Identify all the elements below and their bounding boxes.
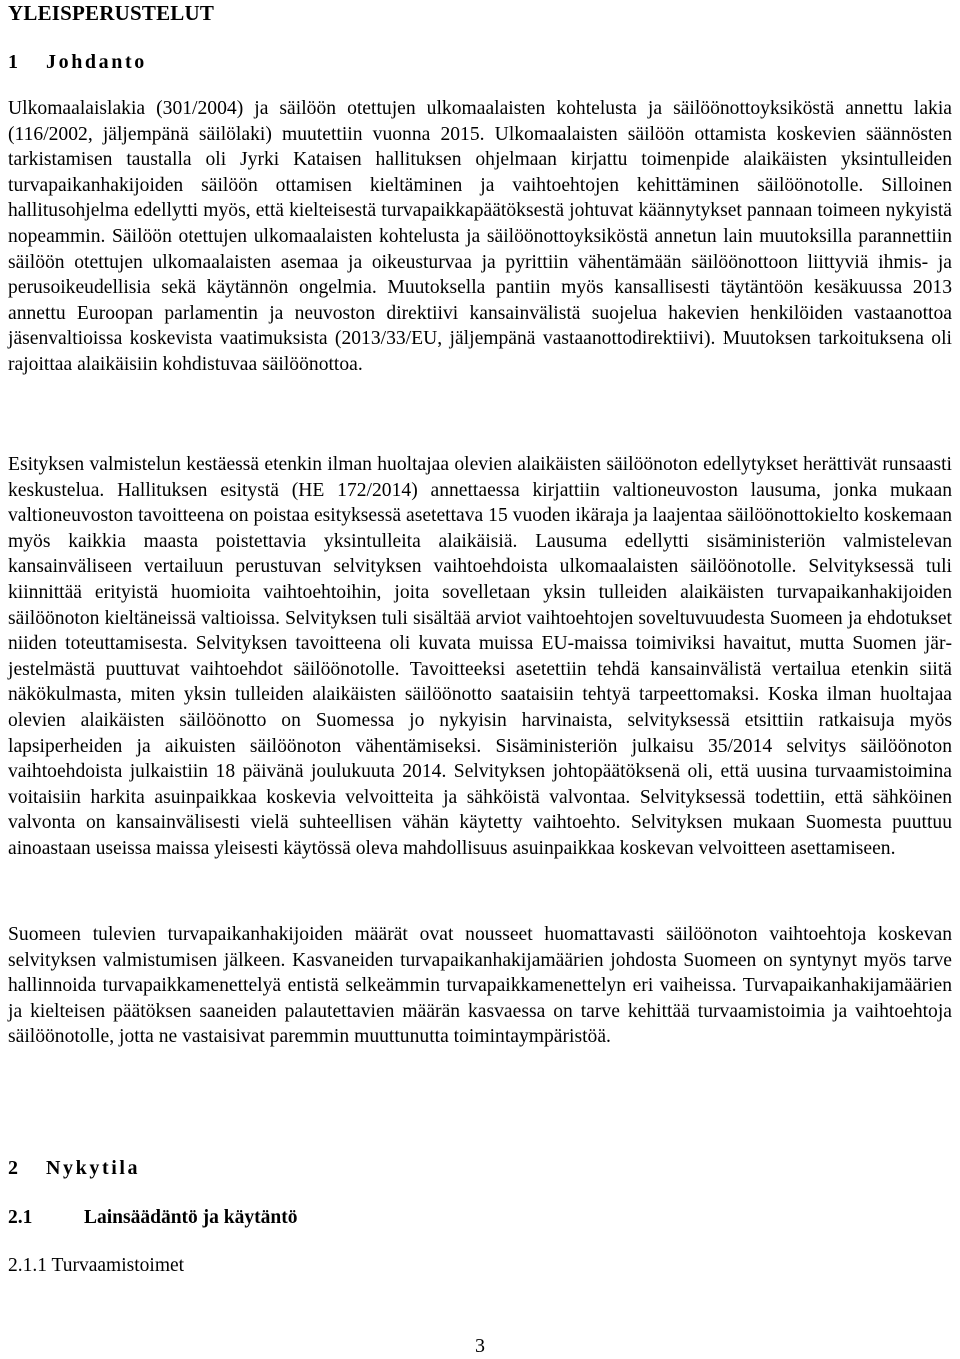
section-heading-nykytila (8, 1156, 140, 1180)
section-number: 2 (8, 1157, 18, 1179)
page-number: 3 (475, 1335, 485, 1357)
section-title: Johdanto (46, 51, 147, 73)
subsection-number: 2.1 (8, 1207, 33, 1228)
paragraph-introduction: Ulkomaalaislakia (301/2004) ja säilöön otettujen ulkomaalaisten kohtelusta ja säilöönottoyksiköstä annettu lakia (116/2002, jäljempänä säilölaki) muutettiin vuonna 2015. Ulkomaalaisten säilöön ottamista koskevien säännösten tarkistamisen taustalla oli Jyrki Kataisen hallituksen ohjelmaan kirjattu toimenpide alaikäisten yksintulleiden turvapaikanhakijoiden säilöön ottamisen kieltäminen ja vaihtoehtojen kehittäminen säilöönotolle. Silloinen hallitusohjelma edellytti myös, että kielteisestä turvapaikkapäätöksestä johtuvat käännytykset pannaan toimeen nykyistä nopeammin. Säilöön otettujen ulkomaalaisten kohtelusta ja säilöönottoyksiköstä annetun lain muutoksilla parannettiin säilöön otettujen ulkomaalaisten asemaa ja oikeusturvaa ja pyrittiin vähentämään säilöönottoon liittyviä ihmis- ja perusoikeudellisia sekä käytännön ongelmia. Muutoksella pantiin myös kansallisesti täytäntöön kesäkuussa 2013 annettu Euroopan parlamentin ja neuvoston direktiivi kansainvälistä suojelua hakevien henkilöiden vastaanottoa jäsenvaltioissa koskevista vaatimuksista (2013/33/EU, jäljempänä vastaanottodirektiivi). Muutoksen tarkoituksena oli rajoittaa alaikäisiin kohdistuvaa säilöönottoa. (8, 98, 952, 375)
paragraph-asylum-seekers: Suomeen tulevien turvapaikanhakijoiden määrät ovat nousseet huomattavasti säilöönoton vaihtoehtoja koskevan selvityksen valmistumisen jälkeen. Kasvaneiden turvapaikanhakijamäärien johdosta Suomeen on syntynyt myös tarve hallinnoida turvapaikkamenettelyä entistä selkeämmin turvapaikkamenettelyn eri vaiheissa. Turvapaikanhakijamäärien ja kielteisen päätöksen saaneiden palautettavien määrän kasvaessa on tarve kehittää turvaamistoimia ja vaihtoehtoja säilöönotolle, jotta ne vastaisivat paremmin muuttunutta toimintaympäristöä. (8, 924, 952, 1048)
section-number: 1 (8, 51, 18, 73)
subsubsection-number: 2.1.1 (8, 1255, 47, 1276)
subsection-heading-lainsaadanto (8, 1206, 297, 1230)
paragraph-preparation: Esityksen valmistelun kestäessä etenkin ilman huoltajaa olevien alaikäisten säilöönoton edellytykset herättivät runsaasti keskustelua. Hallituksen esitystä (HE 172/2014) annettaessa kirjattiin valtioneuvoston lausuma, jonka mukaan valtioneuvoston tavoitteena on poistaa esityksessä asetettava 15 vuoden ikäraja ja laajentaa säilöönottokielto koskemaan myös kaikkia maasta poistettavia yksintulleita alaikäisiä. Lausuma edellytti sisäministeriön valmistelevan kansainväliseen vertailuun perustuvan selvityksen vaihtoehdoista ulkomaalaisten säilöönotolle. Selvityksessä tuli kiinnittää erityistä huomioita vaihtoehtoihin, joita sovelletaan yksin tulleiden alaikäisten turvapaikanhakijoiden säilöönoton kieltäneissä valtioissa. Selvityksen tuli sisältää arviot vaihtoehtojen soveltuvuudesta Suomeen ja ehdotukset niiden toteuttamisesta. Selvityksen tavoitteena oli kuvata muissa EU-maissa toimiviksi havaitut, mutta Suomen järjestelmästä puuttuvat vaihtoehdot säilöönotolle. Tavoitteeksi asetettiin tehdä kansainvälistä vertailua etenkin siitä näkökulmasta, miten yksin tulleiden alaikäisten säilöönotto saataisiin tehtyä tarpeettomaksi. Koska ilman huoltajaa olevien alaikäisten säilöönotto on Suomessa jo nykyisin harvinaista, selvityksessä etsittiin ratkaisuja myös lapsiperheiden ja aikuisten säilöönoton vähentämiseksi. Sisäministeriön julkaisu 35/2014 selvitys säilöönoton vaihtoehdoista julkaistiin 18 päivänä joulukuuta 2014. Selvityksen johtopäätöksenä oli, että uusina turvaamistoimina voitaisiin harkita asuinpaikkaa koskevia velvoitteita ja sähköistä valvontaa. Selvityksessä todettiin, että sähköinen valvonta on kansainvälisesti vielä suhteellisen vähän käytetty vaihtoehto. Selvityksen mukaan Suomesta puuttuu ainoastaan useissa maissa yleisesti käytössä oleva mahdollisuus asuinpaikkaa koskevan velvoitteen asettamiseen. (8, 454, 952, 859)
subsection-title: Lainsäädäntö ja käytäntö (84, 1207, 298, 1228)
subsubsection-title: Turvaamistoimet (51, 1255, 185, 1276)
running-header: YLEISPERUSTELUT (8, 1, 215, 25)
section-heading-johdanto (8, 50, 147, 74)
subsubsection-heading-turvaamistoimet (8, 1254, 184, 1278)
section-title: Nykytila (46, 1157, 141, 1179)
